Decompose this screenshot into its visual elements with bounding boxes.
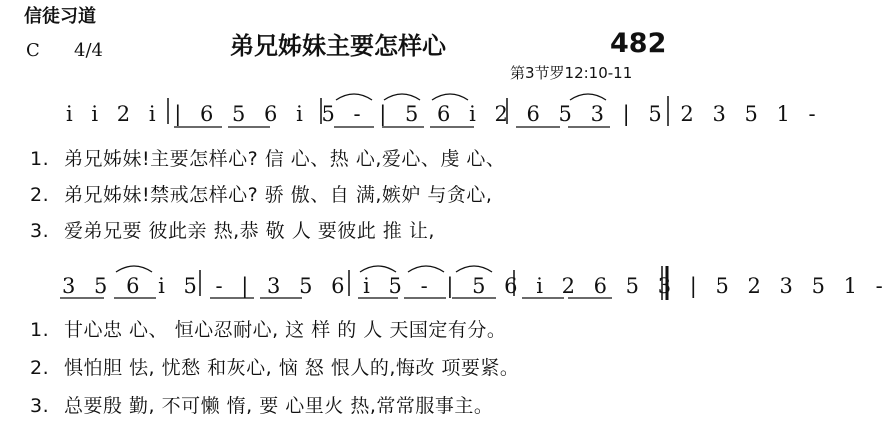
verse-2-number: 2. <box>30 184 50 206</box>
verse-3-lyrics-line-1: 爱弟兄要 彼此亲 热,恭 敬 人 要彼此 推 让, <box>64 220 435 242</box>
verse-2-number-2: 2. <box>30 357 50 379</box>
verse-1-lyrics-line-2: 甘心忠 心、 恒心忍耐心, 这 样 的 人 天国定有分。 <box>64 319 507 341</box>
time-signature: 4/4 <box>74 40 103 61</box>
verse-2-lyrics-line-2: 惧怕胆 怯, 忧愁 和灰心, 恼 怒 恨人的,悔改 项要紧。 <box>64 357 520 379</box>
notation-line-1: i i 2 i | 6 5 6 i 5 - | 5 6 i 2 6 5 3 | 5 2 3 5 1 - <box>66 102 821 126</box>
verse-1-number-2: 1. <box>30 319 50 341</box>
verse-1-number: 1. <box>30 148 50 170</box>
key-signature: C <box>26 40 40 61</box>
verse-3-number-2: 3. <box>30 395 50 417</box>
hymn-number: 482 <box>610 28 667 59</box>
verse-1-lyrics-line-1: 弟兄姊妹!主要怎样心? 信 心、热 心,爱心、虔 心、 <box>64 148 506 170</box>
scripture-reference: 第3节罗12:10-11 <box>510 64 633 82</box>
verse-2-lyrics-line-1: 弟兄姊妹!禁戒怎样心? 骄 傲、自 满,嫉妒 与贪心, <box>64 184 493 206</box>
hymn-title: 弟兄姊妹主要怎样心 <box>230 32 446 60</box>
verse-3-lyrics-line-2: 总要殷 勤, 不可懒 惰, 要 心里火 热,常常服事主。 <box>64 395 494 417</box>
notation-line-2: 3 5 6 i 5 - | 3 5 6 i 5 - | 5 6 i 2 6 5 3 | 5 2 3 5 1 - <box>62 274 888 298</box>
verse-3-number: 3. <box>30 220 50 242</box>
category-label: 信徒习道 <box>24 6 96 27</box>
